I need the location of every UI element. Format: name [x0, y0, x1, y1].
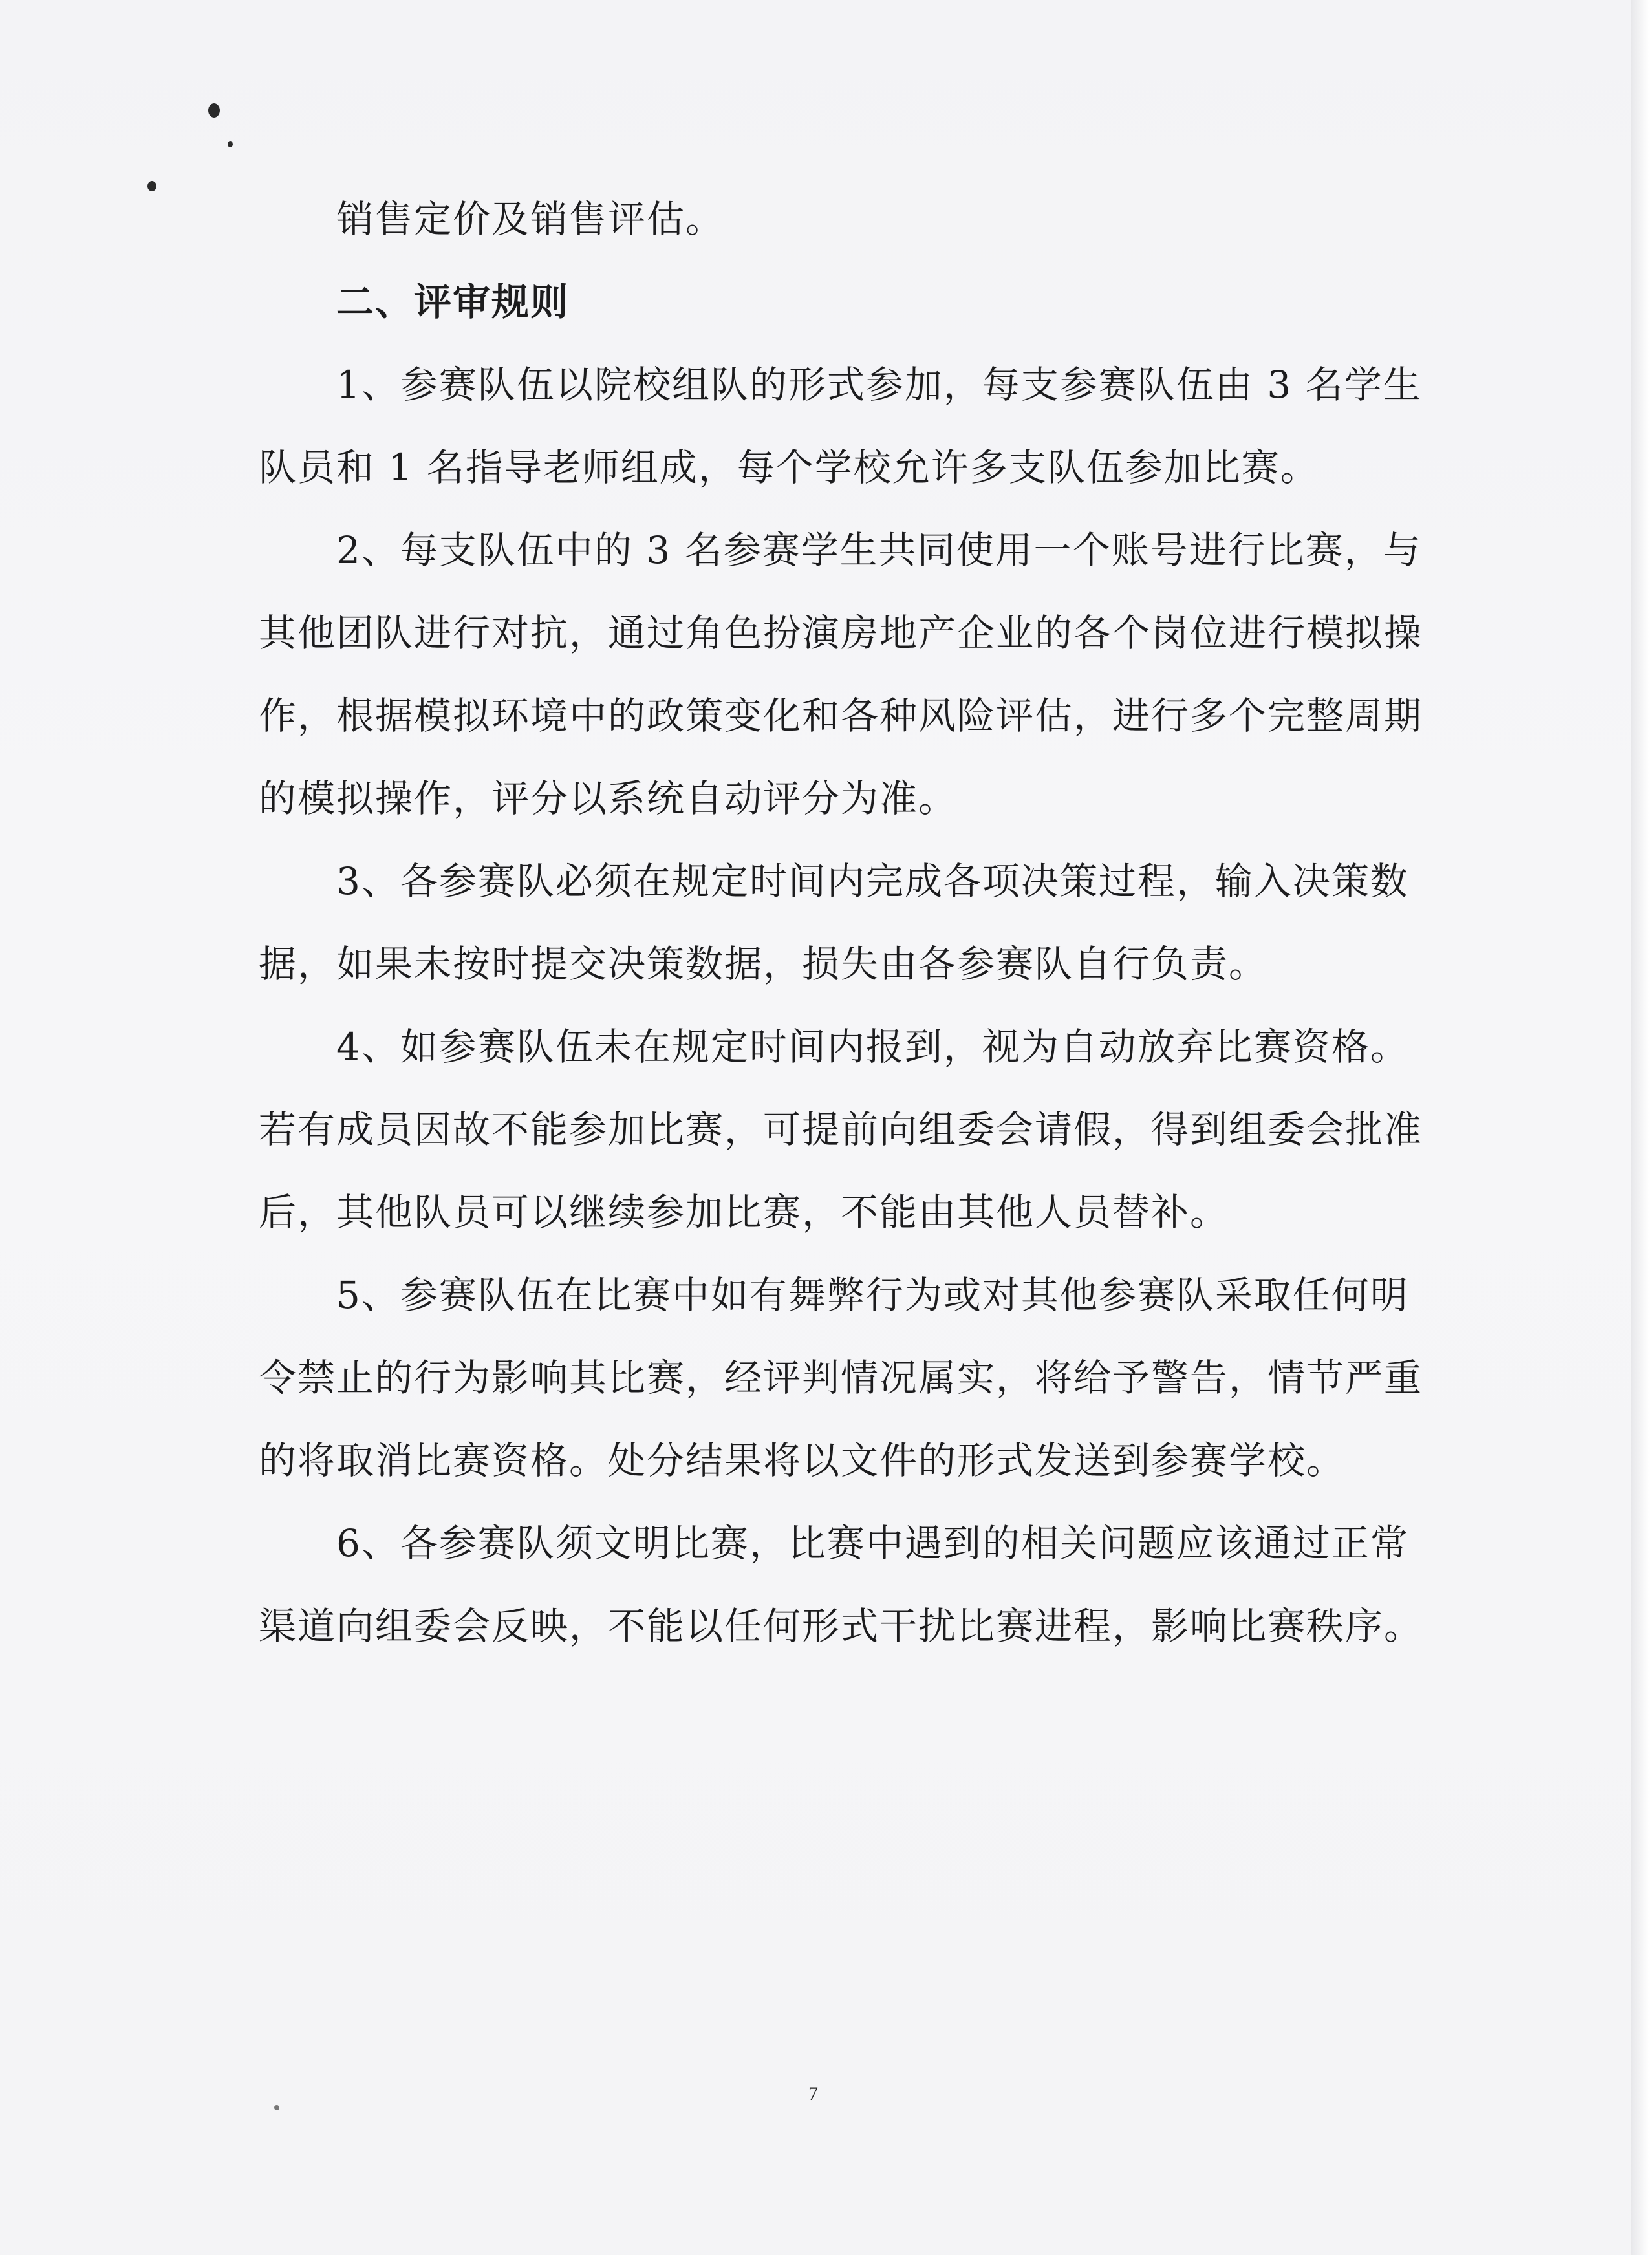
- rule-1-line-2: 队员和 1 名指导老师组成，每个学校允许多支队伍参加比赛。: [259, 445, 1319, 489]
- scan-speck: [228, 141, 233, 147]
- rule-2-line-2: 其他团队进行对抗，通过角色扮演房地产企业的各个岗位进行模拟操: [259, 611, 1423, 655]
- rule-5-line-1: 5、参赛队伍在比赛中如有舞弊行为或对其他参赛队采取任何明: [336, 1273, 1409, 1317]
- page-number: 7: [808, 2083, 818, 2104]
- rule-4-line-1: 4、如参赛队伍未在规定时间内报到，视为自动放弃比赛资格。: [336, 1025, 1409, 1069]
- scan-edge-right: [1631, 0, 1649, 2268]
- scan-speck: [208, 103, 220, 118]
- scan-edge-bottom: [0, 2255, 1649, 2268]
- rule-3-line-1: 3、各参赛队必须在规定时间内完成各项决策过程，输入决策数: [336, 859, 1409, 903]
- rule-3-line-2: 据，如果未按时提交决策数据，损失由各参赛队自行负责。: [259, 942, 1268, 986]
- rule-5-line-2: 令禁止的行为影响其比赛，经评判情况属实，将给予警告，情节严重: [259, 1356, 1423, 1400]
- rule-4-line-3: 后，其他队员可以继续参加比赛，不能由其他人员替补。: [259, 1190, 1229, 1234]
- rule-2-line-3: 作，根据模拟环境中的政策变化和各种风险评估，进行多个完整周期: [259, 694, 1423, 738]
- rule-1-line-1: 1、参赛队伍以院校组队的形式参加，每支参赛队伍由 3 名学生: [336, 363, 1422, 407]
- rule-4-line-2: 若有成员因故不能参加比赛，可提前向组委会请假，得到组委会批准: [259, 1107, 1423, 1151]
- rule-6-line-2: 渠道向组委会反映，不能以任何形式干扰比赛进程，影响比赛秩序。: [259, 1604, 1423, 1648]
- rule-5-line-3: 的将取消比赛资格。处分结果将以文件的形式发送到参赛学校。: [259, 1439, 1346, 1482]
- text-line: 销售定价及销售评估。: [336, 197, 725, 241]
- scan-speck: [147, 181, 156, 191]
- scan-speck: [274, 2105, 279, 2110]
- rule-2-line-4: 的模拟操作，评分以系统自动评分为准。: [259, 776, 958, 820]
- rule-2-line-1: 2、每支队伍中的 3 名参赛学生共同使用一个账号进行比赛，与: [336, 528, 1422, 572]
- rule-6-line-1: 6、各参赛队须文明比赛，比赛中遇到的相关问题应该通过正常: [336, 1521, 1409, 1565]
- section-heading: 二、评审规则: [336, 280, 570, 324]
